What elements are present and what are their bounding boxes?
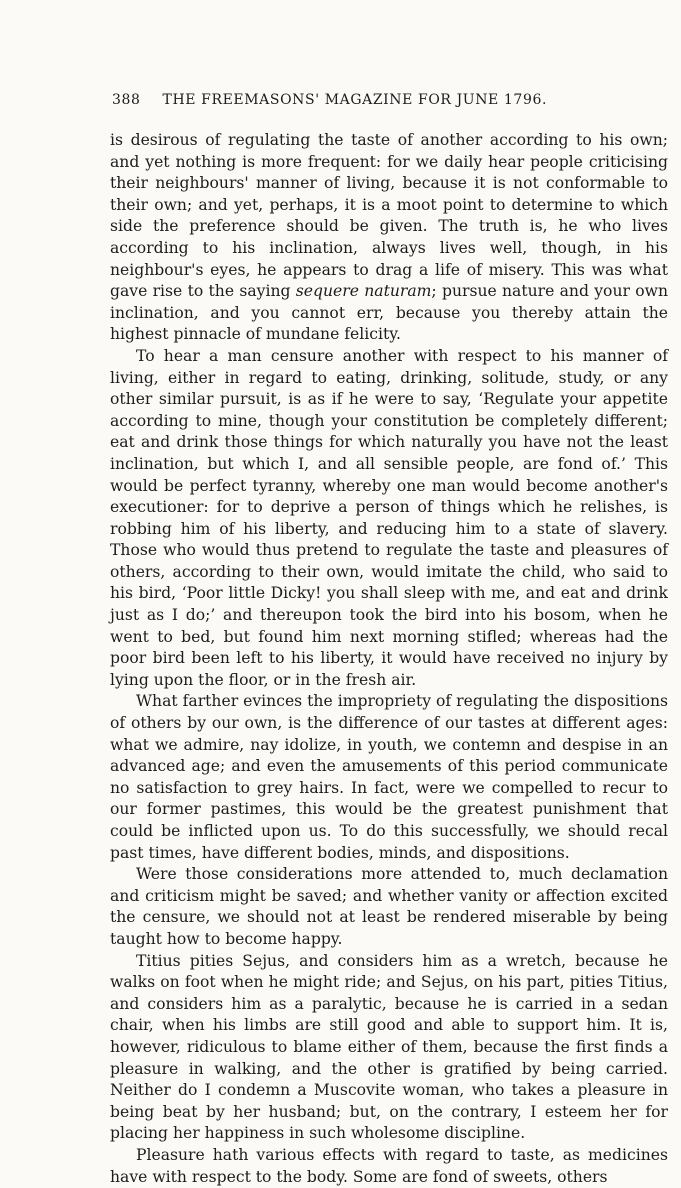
running-header bbox=[112, 92, 652, 108]
paragraph-1-text-cont: ; pursue nature and your own inclination, and you cannot err, because you thereby attain the highest pinnacle of mundane felicity. bbox=[110, 282, 669, 344]
paragraph-5: Titius pities Sejus, and considers him as a wretch, because he walks on foot when he might ride; and Sejus, on his part, pities Titius, and considers him as a paralytic, because he is carried in a sedan chair, when his limbs are still good and able to support him. It is, however, ridiculous to blame either of them, because the first finds a pleasure in walking, and the other is gratified by being carried. Neither do I condemn a Muscovite woman, who takes a pleasure in being beat by her husband; but, on the contrary, I esteem her for placing her happiness in such wholesome discipline. bbox=[110, 951, 668, 1143]
paragraph-2: To hear a man censure another with respect to his manner of living, either in regard to eating, drinking, solitude, study, or any other similar pursuit, is as if he were to say, ‘Regulate your appetite according to mine, though your constitution be completely different; eat and drink those things for which naturally you have not the least inclination, but which I, and all sensible people, are fond of.’ This would be perfect tyranny, whereby one man would become another's executioner: for to deprive a person of things which he relishes, is robbing him of his liberty, and reducing him to a state of slavery. Those who would thus pretend to regulate the taste and pleasures of others, according to their own, would imitate the child, who said to his bird, ‘Poor little Dicky! you shall sleep with me, and eat and drink just as I do;’ and thereupon took the bird into his bosom, when he went to bed, but found him next morning stifled; whereas had the poor bird been left to his liberty, it would have received no injury by lying upon the floor, or in the fresh air. bbox=[110, 346, 668, 689]
paragraph-4: Were those considerations more attended to, much declamation and criticism might be saved; and whether vanity or affection excited the censure, we should not at least be rendered miserable by being taught how to become happy. bbox=[110, 865, 668, 948]
article-body bbox=[110, 130, 668, 1188]
latin-phrase: sequere naturam bbox=[295, 282, 432, 301]
running-title: THE FREEMASONS' MAGAZINE FOR JUNE 1796. bbox=[162, 92, 548, 108]
paragraph-6: Pleasure hath various effects with regard to taste, as medicines have with respect to the body. Some are fond of sweets, others bbox=[110, 1145, 668, 1186]
paragraph-3: What farther evinces the impropriety of regulating the dispositions of others by our own, is the difference of our tastes at different ages: what we admire, nay idolize, in youth, we contemn and despise in an advanced age; and even the amusements of this period communicate no satisfaction to grey hairs. In fact, were we compelled to recur to our former pastimes, this would be the greatest punishment that could be inflicted upon us. To do this successfully, we should recal past times, have different bodies, minds, and dispositions. bbox=[110, 692, 668, 862]
page-number: 388 bbox=[112, 92, 141, 108]
paragraph-1-text: is desirous of regulating the taste of another according to his own; and yet nothing is more frequent: for we daily hear people criticising their neighbours' manner of living, because it is not conformable to their own; and yet, perhaps, it is a moot point to determine to which side the preference should be given. The truth is, he who lives according to his inclination, always lives well, though, in his neighbour's eyes, he appears to drag a life of misery. This was what gave rise to the saying bbox=[110, 131, 668, 301]
paragraph-1 bbox=[110, 130, 668, 346]
